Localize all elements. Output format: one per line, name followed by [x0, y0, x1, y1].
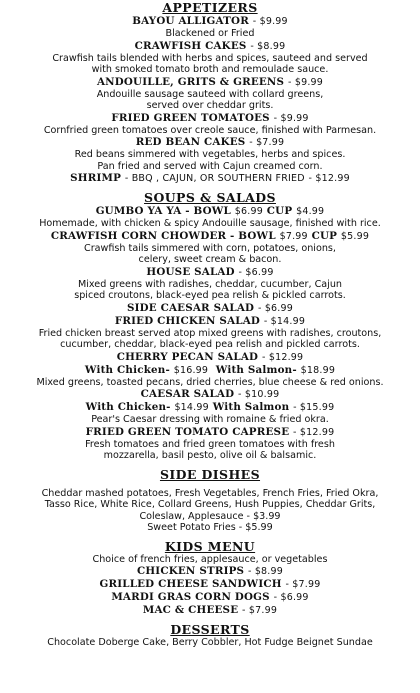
item-crawfish-chowder: [0, 230, 420, 243]
sides-line: Tasso Rice, White Rice, Collard Greens, Hush Puppies, Cheddar Grits,: [44, 499, 376, 510]
item-description: Pan fried and served with Cajun creamed corn.: [97, 160, 323, 172]
item-description: Homemade, with chicken & spicy Andouille sausage, finished with rice.: [39, 218, 381, 229]
item-name: SIDE CAESAR SALAD: [126, 301, 255, 314]
item-addons: [0, 401, 420, 414]
item-description: served over cheddar grits.: [146, 100, 274, 111]
item-description: Andouille sausage sauteed with collard greens,: [96, 88, 324, 100]
kids-item: [0, 591, 420, 604]
item-description: spiced croutons, black-eyed pea relish & pickled carrots.: [74, 290, 346, 301]
kids-item: [0, 578, 420, 591]
item-name: CHICKEN STRIPS: [136, 565, 245, 577]
item-price: - $12.99: [308, 173, 350, 184]
item-price: - $12.99: [261, 351, 304, 363]
item-description: mozzarella, basil pesto, olive oil & balsamic.: [103, 450, 317, 461]
item-price: - $10.99: [238, 389, 280, 400]
item-name: GRILLED CHEESE SANDWICH: [99, 578, 282, 590]
addon-chicken-price: $16.99: [173, 364, 209, 376]
item-options: - BBQ , CAJUN, OR SOUTHERN FRIED: [124, 173, 305, 184]
addon-salmon-price: $18.99: [300, 364, 336, 376]
item-price: - $7.99: [242, 605, 278, 616]
item-description: with smoked tomato broth and remoulade sauce.: [91, 64, 329, 75]
item-fried-green-tomatoes: [0, 112, 420, 125]
item-name: FRIED GREEN TOMATOES: [111, 111, 270, 124]
item-price: - $7.99: [285, 579, 321, 590]
desserts-line: Chocolate Doberge Cake, Berry Cobbler, Hot Fudge Beignet Sundae: [47, 637, 373, 648]
item-description: Mixed greens, toasted pecans, dried cherries, blue cheese & red onions.: [36, 376, 384, 388]
item-description: Fresh tomatoes and fried green tomatoes with fresh: [85, 438, 335, 450]
item-price: - $6.99: [273, 592, 309, 603]
addon-chicken-label: With Chicken-: [85, 401, 171, 413]
item-cup-label: CUP: [311, 229, 338, 242]
sides-line: Cheddar mashed potatoes, Fresh Vegetables, French Fries, Fried Okra,: [41, 487, 379, 499]
item-description: Crawfish tails blended with herbs and spices, sauteed and served: [52, 52, 368, 64]
item-name: CRAWFISH CORN CHOWDER - BOWL: [50, 229, 276, 242]
item-cup-label: CUP: [266, 205, 293, 217]
item-description: Cornfried green tomatoes over creole sauce, finished with Parmesan.: [43, 124, 377, 136]
soups-salads-heading: SOUPS & SALADS: [144, 190, 276, 205]
side-dishes-heading: SIDE DISHES: [159, 466, 261, 482]
item-gumbo: [0, 205, 420, 218]
kids-item: [0, 604, 420, 617]
item-name: RED BEAN CAKES: [135, 136, 246, 148]
item-price-cup: $4.99: [296, 206, 325, 217]
item-name: ANDOUILLE, GRITS & GREENS: [96, 75, 285, 88]
item-description: Pear's Caesar dressing with romaine & fried okra.: [91, 414, 329, 425]
item-description: Mixed greens with radishes, cheddar, cucumber, Cajun: [77, 278, 343, 290]
item-price: - $6.99: [257, 302, 294, 314]
item-house-salad: [0, 266, 420, 279]
item-shrimp: [0, 172, 420, 185]
addon-salmon-price: - $15.99: [293, 402, 335, 413]
addon-chicken-label: With Chicken-: [84, 363, 170, 376]
item-name: CHERRY PECAN SALAD: [116, 350, 259, 363]
kids-item: [0, 565, 420, 578]
item-description: Crawfish tails simmered with corn, potatoes, onions,: [84, 242, 336, 254]
item-description: Blackened or Fried: [165, 28, 255, 39]
item-side-caesar: [0, 302, 420, 315]
item-name: FRIED CHICKEN SALAD: [114, 314, 261, 327]
item-price: - $9.99: [252, 16, 288, 27]
item-price: - $14.99: [263, 315, 306, 327]
item-name: FRIED GREEN TOMATO CAPRESE: [85, 425, 290, 438]
item-name: GUMBO YA YA - BOWL: [95, 205, 231, 217]
kids-intro: Choice of french fries, applesauce, or vegetables: [92, 553, 328, 565]
item-description: celery, sweet cream & bacon.: [138, 254, 282, 265]
item-name: SHRIMP: [70, 172, 122, 184]
item-price: - $8.99: [250, 40, 286, 52]
desserts-heading: DESSERTS: [170, 622, 250, 637]
item-price-bowl: $6.99: [234, 206, 263, 217]
addon-chicken-price: $14.99: [174, 402, 209, 413]
kids-menu-heading: KIDS MENU: [164, 538, 256, 554]
item-cherry-pecan-salad: [0, 351, 420, 364]
item-caesar-salad: [0, 388, 420, 401]
item-crawfish-cakes: [0, 40, 420, 53]
addon-salmon-label: With Salmon-: [215, 363, 297, 376]
item-price: - $9.99: [287, 76, 324, 88]
item-name: HOUSE SALAD: [146, 265, 235, 278]
item-price: - $12.99: [293, 426, 335, 438]
addon-salmon-label: With Salmon: [212, 401, 290, 413]
item-addons: [0, 364, 420, 377]
item-price: - $8.99: [247, 566, 284, 577]
item-description: Red beans simmered with vegetables, herbs and spices.: [74, 149, 346, 160]
item-description: cucumber, cheddar, black-eyed pea relish and pickled carrots.: [60, 339, 360, 350]
item-name: CAESAR SALAD: [140, 388, 235, 400]
item-price-bowl: $7.99: [279, 230, 308, 242]
item-name: MAC & CHEESE: [142, 604, 239, 616]
item-andouille-grits-greens: [0, 76, 420, 89]
item-description: Fried chicken breast served atop mixed greens with radishes, croutons,: [38, 327, 382, 339]
item-name: CRAWFISH CAKES: [134, 39, 247, 52]
sides-line: Coleslaw, Applesauce - $3.99: [139, 510, 281, 522]
item-price-cup: $5.99: [340, 230, 370, 242]
item-price: - $6.99: [238, 266, 274, 278]
item-red-bean-cakes: [0, 136, 420, 149]
item-fried-chicken-salad: [0, 315, 420, 328]
item-fgt-caprese: [0, 426, 420, 439]
sides-line: Sweet Potato Fries - $5.99: [147, 522, 273, 533]
item-bayou-alligator: [0, 15, 420, 28]
item-name: BAYOU ALLIGATOR: [132, 15, 249, 27]
item-name: MARDI GRAS CORN DOGS: [111, 591, 270, 603]
item-price: - $7.99: [249, 137, 285, 148]
item-price: - $9.99: [273, 112, 309, 124]
appetizers-heading: APPETIZERS: [162, 0, 258, 15]
